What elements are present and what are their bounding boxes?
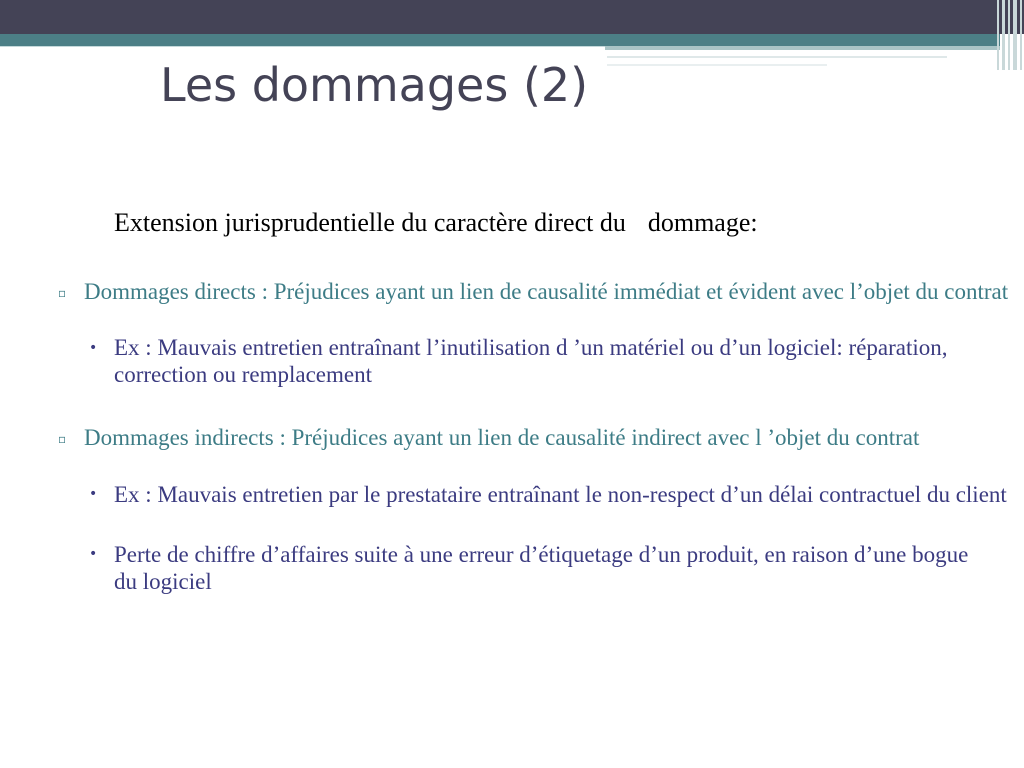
subheading-text: Extension jurisprudentielle du caractère direct du [114,208,626,237]
subheading-text-end: dommage: [647,208,758,237]
dot-bullet-icon: • [89,486,98,502]
sub-list-item: Ex : Mauvais entretien par le prestataire entraînant le non-respect d’un délai contractuel du client [114,482,1007,507]
list-item: Dommages directs : Préjudices ayant un lien de causalité immédiat et évident avec l’objet du contrat [84,279,1009,304]
sub-list-item: Ex : Mauvais entretien entraînant l’inutilisation d ’un matériel ou d’un logiciel: réparation, correction ou remplacement [114,335,948,387]
square-bullet-icon: ▫ [58,286,67,300]
sub-list-item: Perte de chiffre d’affaires suite à une erreur d’étiquetage d’un produit, en raison d’une bogue du logiciel [114,542,969,594]
list-item: Dommages indirects : Préjudices ayant un lien de causalité indirect avec l ’objet du contrat [84,425,920,450]
dot-bullet-icon: • [89,340,98,356]
slide-title: Les dommages (2) [160,58,589,112]
square-bullet-icon: ▫ [58,432,67,446]
dot-bullet-icon: • [89,546,98,562]
